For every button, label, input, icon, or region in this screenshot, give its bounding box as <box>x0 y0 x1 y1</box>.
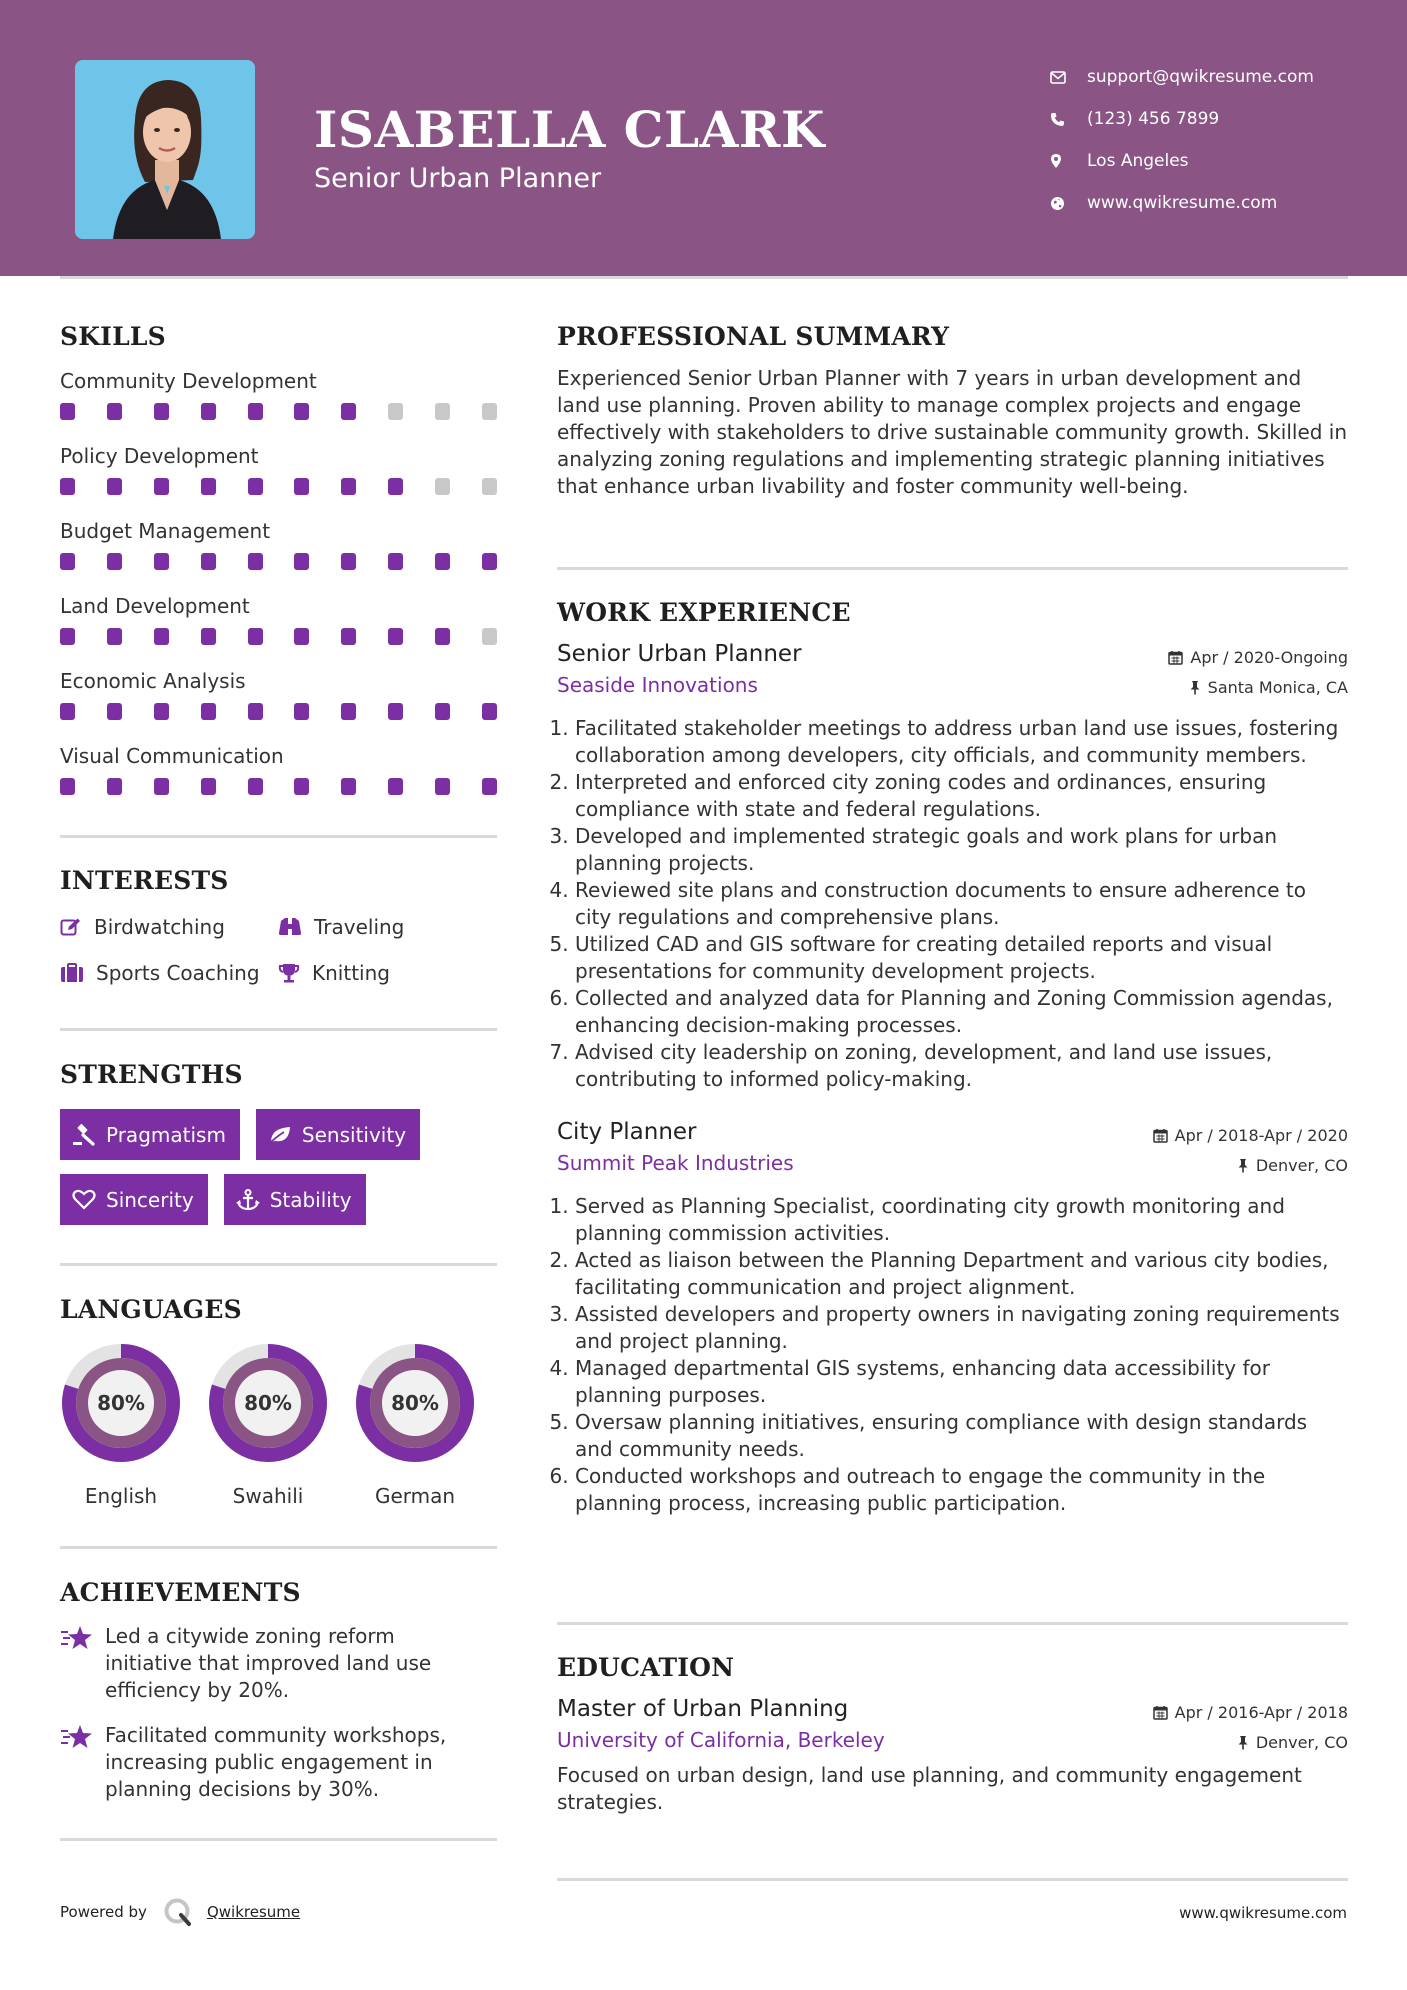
skill-item <box>60 367 497 420</box>
task-item: 1. Served as Planning Specialist, coordinating city growth monitoring and planning commission activities. <box>575 1193 1348 1247</box>
section-divider <box>557 1878 1348 1881</box>
rating-dot-filled <box>435 628 450 645</box>
rating-dot-filled <box>435 778 450 795</box>
job-entry <box>557 1119 1348 1517</box>
rating-dot-filled <box>248 703 263 720</box>
heart-icon <box>72 1189 96 1210</box>
education-location: Denver, CO <box>1237 1733 1348 1752</box>
rating-dot-filled <box>107 778 122 795</box>
rating-dot-filled <box>248 478 263 495</box>
task-item: 5. Oversaw planning initiatives, ensuring compliance with design standards and community needs. <box>575 1409 1348 1463</box>
rating-dot-filled <box>107 703 122 720</box>
rating-dot-filled <box>388 703 403 720</box>
job-tasks <box>557 715 1348 1093</box>
trophy-icon <box>278 963 300 983</box>
task-item: 5. Utilized CAD and GIS software for creating detailed reports and visual presentations for community development projects. <box>575 931 1348 985</box>
interests-section <box>60 866 497 987</box>
language-percent: 80% <box>97 1391 145 1415</box>
summary-section <box>557 322 1348 500</box>
language-item <box>207 1342 329 1508</box>
skill-rating <box>60 403 497 420</box>
rating-dot-filled <box>294 778 309 795</box>
strengths-section <box>60 1060 497 1225</box>
rating-dot-empty <box>482 628 497 645</box>
rating-dot-filled <box>60 628 75 645</box>
achievement-item: Facilitated community workshops, increasing public engagement in planning decisions by 30%. <box>60 1722 497 1803</box>
rating-dot-filled <box>154 703 169 720</box>
phone-icon <box>1050 112 1087 127</box>
skill-name: Visual Communication <box>60 744 284 768</box>
languages-section <box>60 1295 497 1508</box>
contact-phone[interactable]: (123) 456 7899 <box>1050 98 1390 140</box>
experience-title: WORK EXPERIENCE <box>557 598 851 627</box>
section-divider <box>60 835 497 838</box>
interest-item: Traveling <box>278 913 498 941</box>
rating-dot-filled <box>248 403 263 420</box>
globe-icon <box>1050 196 1087 211</box>
education-section <box>557 1653 1348 1816</box>
summary-title: PROFESSIONAL SUMMARY <box>557 322 950 351</box>
rating-dot-empty <box>388 403 403 420</box>
job-company: Summit Peak Industries <box>557 1151 794 1175</box>
rating-dot-filled <box>294 628 309 645</box>
achievements-section <box>60 1578 497 1803</box>
rating-dot-filled <box>60 778 75 795</box>
rating-dot-filled <box>388 628 403 645</box>
skill-name: Community Development <box>60 369 317 393</box>
profile-photo <box>75 60 255 239</box>
rating-dot-filled <box>248 778 263 795</box>
pin-icon <box>1189 680 1201 695</box>
rating-dot-filled <box>294 478 309 495</box>
interests-list <box>60 913 497 987</box>
job-tasks <box>557 1193 1348 1517</box>
rating-dot-filled <box>201 553 216 570</box>
rating-dot-filled <box>341 628 356 645</box>
education-description: Focused on urban design, land use planning, and community engagement strategies. <box>557 1763 1302 1814</box>
qwikresume-logo-icon <box>163 1897 193 1927</box>
skill-item <box>60 442 497 495</box>
skills-section <box>60 322 497 817</box>
interest-item: Birdwatching <box>60 913 278 941</box>
skill-name: Budget Management <box>60 519 271 543</box>
map-marker-icon <box>1050 153 1087 169</box>
language-name: English <box>84 1484 158 1508</box>
envelope-icon <box>1050 71 1087 84</box>
skill-item <box>60 742 497 795</box>
contact-website[interactable]: www.qwikresume.com <box>1050 182 1390 224</box>
skill-item <box>60 667 497 720</box>
section-divider <box>60 1546 497 1549</box>
skills-list <box>60 367 497 795</box>
rating-dot-filled <box>435 553 450 570</box>
skill-item <box>60 517 497 570</box>
skill-name: Economic Analysis <box>60 669 246 693</box>
interest-item: Knitting <box>278 959 498 987</box>
qwikresume-link[interactable]: Qwikresume <box>206 1903 301 1921</box>
rating-dot-filled <box>201 778 216 795</box>
section-divider <box>557 567 1348 570</box>
anchor-icon <box>236 1189 260 1211</box>
skill-item <box>60 592 497 645</box>
school: University of California, Berkeley <box>557 1728 885 1752</box>
suitcase-icon <box>60 963 84 983</box>
rating-dot-filled <box>154 778 169 795</box>
language-ring <box>207 1342 329 1464</box>
binoculars-icon <box>278 917 302 937</box>
contact-location: Los Angeles <box>1050 140 1390 182</box>
job-company: Seaside Innovations <box>557 673 758 697</box>
strength-chip: Pragmatism <box>60 1109 240 1160</box>
rating-dot-empty <box>435 403 450 420</box>
resume-header <box>0 0 1407 276</box>
experience-section <box>557 598 1348 1517</box>
achievements-title: ACHIEVEMENTS <box>60 1578 301 1607</box>
strength-chip: Sincerity <box>60 1174 208 1225</box>
rating-dot-filled <box>201 403 216 420</box>
skill-rating <box>60 778 497 795</box>
section-divider <box>60 1838 497 1841</box>
gavel-icon <box>72 1124 96 1146</box>
job-role: Senior Urban Planner <box>557 641 802 667</box>
rating-dot-filled <box>107 628 122 645</box>
contact-info <box>1050 56 1390 224</box>
skill-rating <box>60 478 497 495</box>
section-divider <box>557 1622 1348 1625</box>
rating-dot-filled <box>341 778 356 795</box>
edit-icon <box>60 917 82 937</box>
task-item: 6. Collected and analyzed data for Planning and Zoning Commission agendas, enhancing decision-making processes. <box>575 985 1348 1039</box>
task-item: 2. Acted as liaison between the Planning Department and various city bodies, facilitating communication and project alignment. <box>575 1247 1348 1301</box>
rating-dot-filled <box>248 553 263 570</box>
task-item: 2. Interpreted and enforced city zoning codes and ordinances, ensuring compliance with state and federal regulations. <box>575 769 1348 823</box>
skill-rating <box>60 628 497 645</box>
strength-chip: Sensitivity <box>256 1109 420 1160</box>
language-item <box>60 1342 182 1508</box>
job-role: City Planner <box>557 1119 697 1145</box>
rating-dot-filled <box>341 478 356 495</box>
rating-dot-filled <box>341 553 356 570</box>
rating-dot-empty <box>482 403 497 420</box>
rating-dot-filled <box>107 403 122 420</box>
job-date: Apr / 2020-Ongoing <box>1168 648 1348 667</box>
task-item: 4. Reviewed site plans and construction documents to ensure adherence to city regulations and comprehensive plans. <box>575 877 1348 931</box>
language-percent: 80% <box>391 1391 439 1415</box>
languages-title: LANGUAGES <box>60 1295 242 1324</box>
leaf-icon <box>268 1125 292 1145</box>
education-title: EDUCATION <box>557 1653 735 1682</box>
rating-dot-filled <box>154 628 169 645</box>
rating-dot-filled <box>482 553 497 570</box>
interest-item: Sports Coaching <box>60 959 278 987</box>
rating-dot-filled <box>341 403 356 420</box>
language-name: Swahili <box>232 1484 304 1508</box>
task-item: 3. Assisted developers and property owners in navigating zoning requirements and project planning. <box>575 1301 1348 1355</box>
pin-icon <box>1237 1158 1249 1173</box>
skills-title: SKILLS <box>60 322 166 351</box>
rating-dot-filled <box>60 703 75 720</box>
summary-text: Experienced Senior Urban Planner with 7 years in urban development and land use planning. Proven ability to manage complex projects and engage effectively with stakeholders to drive sustainable community growth. Skilled in analyzing zoning regulations and implementing strategic planning initiatives that enhance urban livability and foster community well-being. <box>557 366 1348 498</box>
rating-dot-filled <box>482 703 497 720</box>
rating-dot-filled <box>388 778 403 795</box>
rating-dot-filled <box>294 403 309 420</box>
rating-dot-filled <box>388 478 403 495</box>
header-divider <box>60 276 1348 279</box>
interests-title: INTERESTS <box>60 866 229 895</box>
rating-dot-empty <box>482 478 497 495</box>
rating-dot-filled <box>60 553 75 570</box>
rating-dot-filled <box>60 403 75 420</box>
task-item: 4. Managed departmental GIS systems, enhancing data accessibility for planning purposes. <box>575 1355 1348 1409</box>
strengths-list <box>60 1109 497 1225</box>
footer-website[interactable]: www.qwikresume.com <box>1179 1904 1347 1922</box>
task-item: 7. Advised city leadership on zoning, development, and land use issues, contributing to informed policy-making. <box>575 1039 1348 1093</box>
calendar-icon <box>1168 650 1183 665</box>
pin-icon <box>1237 1735 1249 1750</box>
rating-dot-filled <box>201 628 216 645</box>
skill-rating <box>60 703 497 720</box>
rating-dot-filled <box>107 478 122 495</box>
section-divider <box>60 1263 497 1266</box>
job-location: Denver, CO <box>1237 1156 1348 1175</box>
skill-name: Policy Development <box>60 444 259 468</box>
achievement-item: Led a citywide zoning reform initiative that improved land use efficiency by 20%. <box>60 1623 497 1704</box>
rating-dot-filled <box>60 478 75 495</box>
candidate-name: ISABELLA CLARK <box>314 100 825 159</box>
rating-dot-filled <box>154 403 169 420</box>
calendar-icon <box>1153 1128 1168 1143</box>
education-entry <box>557 1696 1348 1816</box>
strengths-title: STRENGTHS <box>60 1060 243 1089</box>
language-name: German <box>374 1484 456 1508</box>
education-date: Apr / 2016-Apr / 2018 <box>1153 1703 1348 1722</box>
rating-dot-filled <box>341 703 356 720</box>
rating-dot-filled <box>482 778 497 795</box>
language-ring <box>354 1342 476 1464</box>
rating-dot-filled <box>294 553 309 570</box>
rating-dot-filled <box>154 553 169 570</box>
job-entry <box>557 641 1348 1093</box>
rating-dot-empty <box>435 478 450 495</box>
job-date: Apr / 2018-Apr / 2020 <box>1153 1126 1348 1145</box>
star-icon <box>60 1625 93 1651</box>
contact-email[interactable]: support@qwikresume.com <box>1050 56 1390 98</box>
rating-dot-filled <box>388 553 403 570</box>
rating-dot-filled <box>294 703 309 720</box>
task-item: 1. Facilitated stakeholder meetings to address urban land use issues, fostering collaboration among developers, city officials, and community members. <box>575 715 1348 769</box>
task-item: 3. Developed and implemented strategic goals and work plans for urban planning projects. <box>575 823 1348 877</box>
job-location: Santa Monica, CA <box>1189 678 1348 697</box>
candidate-title: Senior Urban Planner <box>314 163 602 194</box>
rating-dot-filled <box>107 553 122 570</box>
footer-powered-by: Powered by Qwikresume <box>60 1897 300 1927</box>
language-percent: 80% <box>244 1391 292 1415</box>
calendar-icon <box>1153 1705 1168 1720</box>
skill-name: Land Development <box>60 594 250 618</box>
section-divider <box>60 1028 497 1031</box>
languages-list <box>60 1342 497 1508</box>
degree: Master of Urban Planning <box>557 1696 849 1722</box>
rating-dot-filled <box>201 703 216 720</box>
rating-dot-filled <box>248 628 263 645</box>
task-item: 6. Conducted workshops and outreach to engage the community in the planning process, increasing public participation. <box>575 1463 1348 1517</box>
rating-dot-filled <box>201 478 216 495</box>
star-icon <box>60 1724 93 1750</box>
language-ring <box>60 1342 182 1464</box>
skill-rating <box>60 553 497 570</box>
language-item <box>354 1342 476 1508</box>
rating-dot-filled <box>435 703 450 720</box>
rating-dot-filled <box>154 478 169 495</box>
strength-chip: Stability <box>224 1174 366 1225</box>
